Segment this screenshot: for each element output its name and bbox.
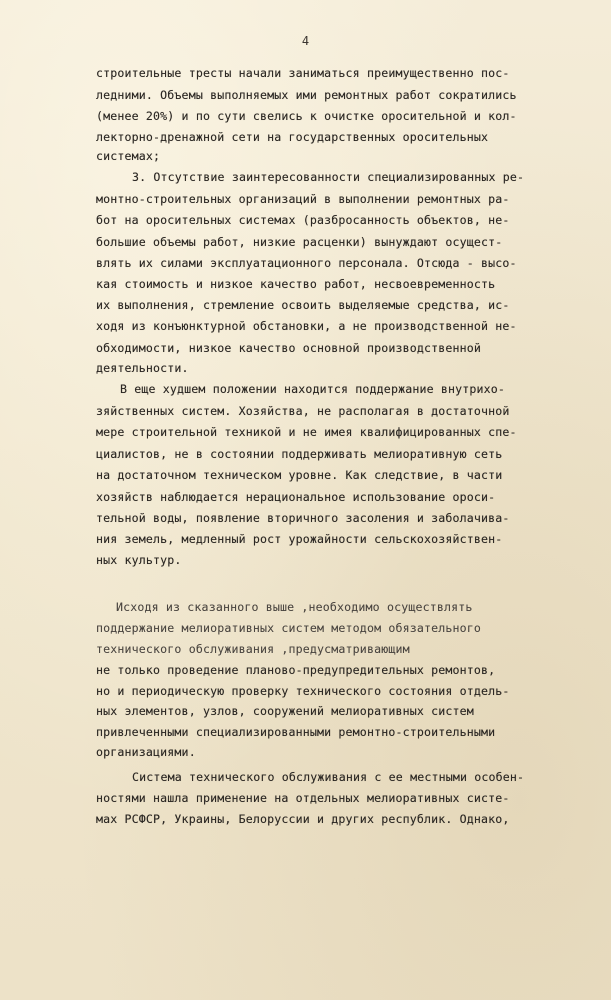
text-line: тельной воды, появление вторичного засоления и заболачива- [96,511,510,525]
text-line: (менее 20%) и по сути свелись к очистке оросительной и кол- [96,109,517,123]
text-line: ходя из конъюнктурной обстановки, а не производственной не- [96,319,517,333]
text-line: организациями. [96,745,196,759]
text-line: поддержание мелиоративных систем методом обязательного [96,621,482,635]
text-line: циалистов, не в состоянии поддерживать мелиоративную сеть [96,447,503,461]
text-line: привлеченными специализированными ремонтно-строительными [96,725,496,739]
text-line: Исходя из сказанного выше ,необходимо осуществлять [116,600,473,614]
text-line: их выполнения, стремление освоить выделяемые средства, ис- [96,298,510,312]
text-line: Система технического обслуживания с ее местными особен- [132,770,525,784]
text-line: мере строительной техникой и не имея квалифицированных спе- [96,425,517,439]
text-line: но и периодическую проверку технического состояния отдель- [96,684,510,698]
text-line: кая стоимость и низкое качество работ, несвоевременность [96,277,496,291]
text-line: технического обслуживания ,предусматривающим [96,642,410,656]
text-line: большие объемы работ, низкие расценки) вынуждают осущест- [96,235,503,249]
text-line: строительные тресты начали заниматься преимущественно пос- [96,66,510,80]
text-line: лекторно-дренажной сети на государственных оросительных [96,130,489,144]
page-number: 4 [301,34,310,48]
text-line: влять их силами эксплуатационного персонала. Отсюда - высо- [96,256,517,270]
text-line: ных культур. [96,553,182,567]
text-line: хозяйств наблюдается нерациональное использование ороси- [96,490,496,504]
text-line: В еще худшем положении находится поддержание внутрихо- [120,382,506,396]
text-line: бот на оросительных системах (разбросанность объектов, не- [96,213,510,227]
text-line: ных элементов, узлов, сооружений мелиоративных систем [96,704,474,718]
text-line: ния земель, медленный рост урожайности сельскохозяйствен- [96,532,503,546]
text-line: мах РСФСР, Украины, Белоруссии и других республик. Однако, [96,812,510,826]
text-line: обходимости, низкое качество основной производственной [96,341,482,355]
text-line: ледними. Объемы выполняемых ими ремонтных работ сократились [96,88,517,102]
text-line: зяйственных систем. Хозяйства, не располагая в достаточной [96,404,510,418]
text-line: на достаточном техническом уровне. Как следствие, в части [96,468,503,482]
text-line: не только проведение планово-предупредительных ремонтов, [96,663,496,677]
text-line: 3. Отсутствие заинтересованности специализированных ре- [132,170,525,184]
text-line: монтно-строительных организаций в выполнении ремонтных ра- [96,192,510,206]
text-line: системах; [96,149,161,163]
text-line: ностями нашла применение на отдельных мелиоративных систе- [96,791,510,805]
text-line: деятельности. [96,361,189,375]
